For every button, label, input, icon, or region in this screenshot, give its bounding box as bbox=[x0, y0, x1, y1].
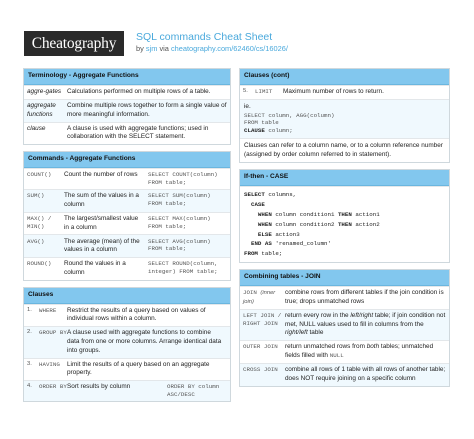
source-url-link[interactable]: cheatography.com/62460/cs/16026/ bbox=[170, 44, 288, 53]
clause-description: Limit the results of a query based on an aggregate property. bbox=[67, 360, 210, 377]
function-name: COUNT() bbox=[27, 171, 52, 179]
function-description: The average (mean) of the values in a column bbox=[64, 237, 140, 254]
code-text: action2 bbox=[355, 220, 380, 228]
clause-description: Maximum number of rows to return. bbox=[283, 88, 384, 96]
page-header bbox=[0, 0, 474, 62]
code-keyword: END bbox=[250, 240, 262, 248]
ifthen-section bbox=[239, 169, 450, 263]
function-name: ROUND() bbox=[27, 260, 52, 268]
table-row bbox=[24, 99, 230, 122]
table-row bbox=[24, 189, 230, 212]
clause-keyword: GROUP BY bbox=[39, 329, 67, 337]
code-keyword: FROM bbox=[244, 250, 258, 258]
code-text: table; bbox=[261, 250, 283, 258]
join-keyword: CROSS JOIN bbox=[243, 366, 278, 374]
desc-emphasis: left/right bbox=[350, 312, 374, 320]
desc-part: return every row in the bbox=[285, 312, 351, 320]
code-line bbox=[244, 127, 445, 135]
clause-keyword: WHERE bbox=[39, 306, 57, 314]
function-example: SELECT SUM(column) FROM table; bbox=[148, 192, 211, 208]
term: aggre-gates bbox=[27, 88, 62, 96]
code-keyword: WHEN bbox=[257, 210, 272, 218]
table-row bbox=[24, 168, 230, 189]
code-line bbox=[244, 190, 445, 200]
join-keyword-note: (inner join) bbox=[243, 290, 276, 305]
code-line bbox=[244, 210, 445, 220]
desc-emphasis: both bbox=[366, 343, 380, 351]
clause-description: A clause used with aggregate functions to combine data from one or more columns. Arrange identical data into groups. bbox=[67, 329, 222, 354]
via-label: via bbox=[159, 44, 169, 53]
clause-keyword: ORDER BY bbox=[39, 383, 67, 391]
code-line bbox=[244, 230, 445, 240]
term: clause bbox=[27, 124, 46, 132]
desc-code: NULL bbox=[329, 352, 344, 360]
cheatography-logo[interactable]: Cheatography bbox=[24, 31, 124, 56]
table-row bbox=[24, 122, 230, 145]
code-line bbox=[244, 249, 445, 259]
table-row bbox=[24, 85, 230, 99]
table-row bbox=[24, 257, 230, 280]
clause-keyword: HAVING bbox=[39, 360, 60, 368]
clause-number: 3. bbox=[27, 360, 32, 367]
code-keyword: CASE bbox=[250, 201, 265, 208]
code-line: FROM table bbox=[244, 119, 279, 127]
clause-note: Clauses can refer to a column name, or to a column reference number (assigned by order column referred to in statement). bbox=[240, 138, 449, 162]
author-link[interactable]: sjm bbox=[145, 44, 158, 53]
join-keyword-text: JOIN bbox=[243, 289, 257, 297]
code-keyword: WHEN bbox=[257, 220, 272, 228]
desc-emphasis: right/left bbox=[285, 329, 308, 337]
clauses-section bbox=[23, 287, 231, 403]
code-text: column; bbox=[268, 127, 293, 135]
code-text: columns, bbox=[268, 191, 297, 199]
function-name: AVG() bbox=[27, 237, 45, 245]
function-name: SUM() bbox=[27, 192, 45, 200]
clause-example: ORDER BY column ASC/DESC bbox=[167, 383, 220, 399]
left-column bbox=[23, 68, 231, 408]
function-description: The largest/smallest value in a column bbox=[64, 214, 139, 231]
join-section bbox=[239, 269, 450, 387]
clause-example-block bbox=[240, 99, 449, 138]
join-keyword: LEFT JOIN / RIGHT JOIN bbox=[243, 312, 282, 327]
code-keyword: ELSE bbox=[257, 230, 272, 238]
table-row bbox=[240, 363, 449, 386]
term-description: Calculations performed on multiple rows of a table. bbox=[67, 88, 211, 96]
clauses-heading: Clauses bbox=[24, 288, 230, 304]
code-line bbox=[244, 239, 445, 249]
clause-description: Restrict the results of a query based on values of individual rows within a column. bbox=[67, 306, 206, 323]
desc-part: table bbox=[307, 329, 324, 337]
function-description: Round the values in a column bbox=[64, 260, 126, 276]
clauses-cont-section bbox=[239, 68, 450, 163]
code-line bbox=[244, 200, 445, 210]
join-keyword: OUTER JOIN bbox=[243, 343, 278, 351]
page-title: SQL commands Cheat Sheet bbox=[136, 31, 273, 43]
right-column bbox=[239, 68, 450, 393]
table-row bbox=[24, 304, 230, 327]
term-description: A clause is used with aggregate functions; used in collaboration with the SELECT statement. bbox=[67, 124, 209, 141]
clause-number: 1. bbox=[27, 306, 32, 313]
join-description bbox=[285, 343, 446, 360]
clause-number: 2. bbox=[27, 329, 32, 336]
case-code-block bbox=[240, 186, 449, 262]
terminology-heading: Terminology - Aggregate Functions bbox=[24, 69, 230, 85]
table-row bbox=[24, 380, 230, 401]
function-example: SELECT MAX(column) FROM table; bbox=[148, 214, 211, 230]
desc-part: tables; unmatched fields filled with bbox=[285, 343, 434, 360]
desc-part: table; if join condition not met, NULL values used to fill in columns from the bbox=[285, 312, 446, 328]
by-label: by bbox=[136, 44, 144, 53]
code-line: SELECT column, AGG(column) bbox=[244, 111, 335, 119]
function-description: The sum of the values in a column bbox=[64, 192, 139, 208]
terminology-section bbox=[23, 68, 231, 145]
code-keyword: THEN bbox=[337, 210, 352, 218]
join-description: combine all rows of 1 table with all rows of another table; does NOT require joining on a specific column bbox=[285, 366, 446, 382]
table-row bbox=[24, 212, 230, 235]
table-row bbox=[240, 286, 449, 309]
table-row bbox=[240, 85, 449, 99]
term-description: Combine multiple rows together to form a single value of more meaningful information. bbox=[67, 102, 227, 118]
clause-keyword: LIMIT bbox=[255, 88, 273, 96]
code-text: column condition1 bbox=[275, 210, 335, 218]
code-line bbox=[244, 220, 445, 230]
code-keyword: THEN bbox=[337, 220, 352, 228]
code-text: column condition2 bbox=[275, 220, 335, 228]
function-example: SELECT ROUND(column, integer) FROM table; bbox=[148, 260, 218, 276]
code-text: action1 bbox=[355, 210, 380, 218]
clause-number: 5. bbox=[243, 88, 248, 95]
join-heading: Combining tables - JOIN bbox=[240, 270, 449, 286]
byline bbox=[136, 44, 288, 54]
code-keyword: CLAUSE bbox=[244, 127, 265, 135]
function-name: MAX() / MIN() bbox=[27, 214, 52, 230]
commands-section bbox=[23, 151, 231, 281]
join-keyword bbox=[243, 289, 285, 307]
code-text: 'renamed_column' bbox=[275, 240, 332, 248]
join-description: combine rows from different tables if the join condition is true; drops unmatched rows bbox=[285, 289, 444, 305]
code-keyword: AS bbox=[264, 240, 272, 248]
clause-number: 4. bbox=[27, 383, 32, 390]
function-example: SELECT COUNT(column) FROM table; bbox=[148, 171, 218, 187]
table-row bbox=[24, 326, 230, 357]
code-text: action3 bbox=[275, 230, 300, 238]
term: aggregate functions bbox=[27, 102, 56, 118]
clauses-cont-heading: Clauses (cont) bbox=[240, 69, 449, 85]
function-description: Count the number of rows bbox=[64, 171, 138, 179]
function-example: SELECT AVG(column) FROM table; bbox=[148, 237, 211, 253]
commands-heading: Commands - Aggregate Functions bbox=[24, 152, 230, 168]
ifthen-heading: If-then - CASE bbox=[240, 170, 449, 186]
table-row bbox=[240, 309, 449, 340]
table-row bbox=[24, 234, 230, 257]
table-row bbox=[240, 340, 449, 363]
clause-description: Sort results by column bbox=[67, 383, 131, 391]
join-description bbox=[285, 312, 446, 338]
code-keyword: SELECT bbox=[244, 191, 265, 199]
ie-label: ie. bbox=[244, 102, 251, 110]
table-row bbox=[24, 358, 230, 381]
desc-part: return unmatched rows from bbox=[285, 343, 367, 351]
